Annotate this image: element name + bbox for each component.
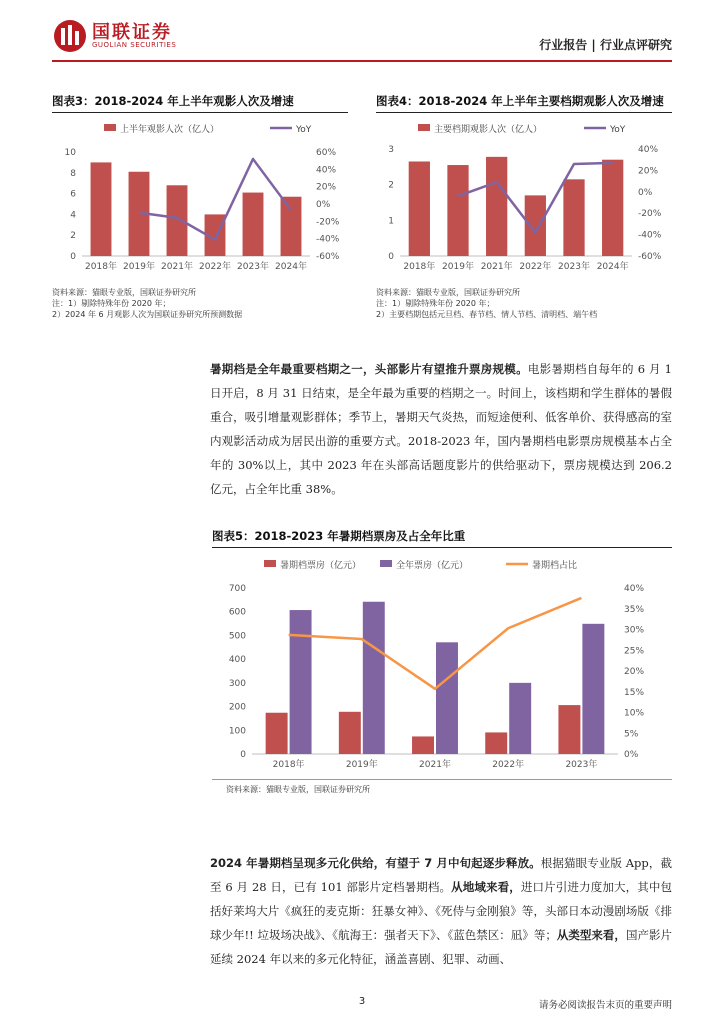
fig5-bar-1-3 <box>509 683 531 754</box>
fig5-legend-swatch-1 <box>380 560 392 567</box>
fig4-x-tick: 2019年 <box>442 262 474 272</box>
fig5-y-left-tick: 500 <box>228 631 246 642</box>
fig4-legend-swatch-0 <box>418 124 430 131</box>
fig4-bar-0-4 <box>563 179 584 256</box>
fig3-y-left-tick: 4 <box>70 210 76 221</box>
fig4-y-right-tick: -60% <box>638 252 662 262</box>
fig5-y-right-tick: 25% <box>624 646 645 657</box>
fig5-y-right-tick: 0% <box>624 750 639 760</box>
fig5-bar-0-3 <box>485 732 507 754</box>
header-divider <box>52 60 672 62</box>
fig5-bar-1-4 <box>582 624 604 754</box>
fig4-y-left-tick: 3 <box>388 145 394 155</box>
fig5-bar-0-1 <box>339 712 361 754</box>
fig3-x-tick: 2022年 <box>199 262 231 272</box>
company-logo <box>52 18 202 58</box>
figure4-chart <box>374 116 674 282</box>
fig3-y-left-tick: 10 <box>64 148 76 158</box>
fig5-y-right-tick: 20% <box>624 667 645 677</box>
paragraph1-text: 电影暑期档自每年的 6 月 1 日开启，8 月 31 日结束，是全年最为重要的档期之一。时间上，该档期和学生群体的暑假重合，吸引增量观影群体；季节上，暑期天气炎热，而短途便利、低客单价、获得感高的室内观影活动成为居民出游的重要方式。2018-2023 年，国内暑期档电影票房规模基本占全年的 30%以上，其中 2023 年在头部高话题度影片的供给驱动下，票房规模达到 206.2 亿元，占全年比重 38%。 <box>210 362 672 496</box>
fig5-x-tick: 2018年 <box>272 760 305 770</box>
fig4-y-right-tick: -20% <box>638 209 662 220</box>
figure3-chart <box>52 116 352 282</box>
report-type-label: 行业报告 | 行业点评研究 <box>539 38 672 52</box>
fig4-y-right-tick: 20% <box>638 166 659 177</box>
fig5-y-left-tick: 400 <box>228 655 246 666</box>
fig5-bar-1-2 <box>436 642 458 754</box>
fig4-y-right-tick: 40% <box>638 145 659 155</box>
fig5-bar-1-0 <box>290 610 312 754</box>
paragraph1-lead: 暑期档是全年最重要档期之一，头部影片有望推升票房规模。 <box>210 362 528 376</box>
fig5-y-left-tick: 100 <box>228 726 246 737</box>
fig5-legend-label-0: 暑期档票房（亿元） <box>280 561 362 571</box>
fig5-y-left-tick: 700 <box>228 584 246 594</box>
logo-text-cn: 国联证券 <box>92 22 172 43</box>
fig3-x-tick: 2024年 <box>275 262 307 272</box>
fig5-legend-label-2: 暑期档占比 <box>532 561 578 571</box>
fig3-y-right-tick: -40% <box>316 234 340 245</box>
fig5-y-right-tick: 5% <box>624 729 639 740</box>
figure3-note1: 注：1）剔除特殊年份 2020 年； <box>52 299 171 308</box>
disclaimer-notice: 请务必阅读报告末页的重要声明 <box>538 1000 672 1011</box>
fig5-x-tick: 2021年 <box>419 760 451 770</box>
fig4-y-left-tick: 2 <box>388 180 394 191</box>
fig3-legend-label-0: 上半年观影人次（亿人） <box>120 125 220 135</box>
fig5-y-left-tick: 300 <box>228 678 246 689</box>
fig5-line-2 <box>289 598 582 689</box>
figure5-bottom-divider <box>212 779 672 780</box>
fig5-y-left-tick: 600 <box>228 607 246 618</box>
logo-text-en: GUOLIAN SECURITIES <box>92 41 177 49</box>
fig5-x-tick: 2023年 <box>565 760 598 770</box>
fig3-y-left-tick: 8 <box>70 168 76 179</box>
fig3-y-right-tick: -20% <box>316 217 340 228</box>
fig4-legend-label-0: 主要档期观影人次（亿人） <box>434 125 543 135</box>
page-number: 3 <box>358 996 366 1007</box>
paragraph2-genre-lead: 从类型来看， <box>556 928 626 942</box>
paragraph-2024-supply <box>210 851 672 971</box>
fig3-bar-0-0 <box>91 162 112 256</box>
fig5-y-right-tick: 35% <box>624 604 645 615</box>
fig3-y-left-tick: 6 <box>70 189 76 200</box>
fig4-bar-0-3 <box>525 195 546 256</box>
fig3-x-tick: 2023年 <box>237 262 269 272</box>
fig5-bar-0-4 <box>558 705 580 754</box>
fig4-y-left-tick: 0 <box>388 252 394 262</box>
paragraph2-text1: 根据猫眼专业版 App，截至 6 月 28 日，已有 101 部影片定档暑期档。 <box>210 856 672 894</box>
fig5-legend-swatch-0 <box>264 560 276 567</box>
figure4-title-divider <box>376 112 672 113</box>
fig5-y-left-tick: 200 <box>228 702 246 713</box>
fig5-bar-0-0 <box>266 713 288 754</box>
figure3-title: 图表3：2018-2024 年上半年观影人次及增速 <box>52 94 294 108</box>
fig4-x-tick: 2022年 <box>519 262 552 272</box>
fig4-y-right-tick: 0% <box>638 187 653 198</box>
figure5-title: 图表5：2018-2023 年暑期档票房及占全年比重 <box>212 529 466 543</box>
fig5-x-tick: 2019年 <box>345 760 378 770</box>
fig4-bar-0-0 <box>409 161 430 256</box>
fig4-y-left-tick: 1 <box>388 216 394 227</box>
figure4-note1: 注：1）剔除特殊年份 2020 年； <box>376 299 495 308</box>
paragraph2-lead: 2024 年暑期档呈现多元化供给，有望于 7 月中旬起逐步释放。 <box>210 856 541 870</box>
fig4-x-tick: 2024年 <box>596 262 629 272</box>
fig4-bar-0-5 <box>602 160 623 256</box>
fig4-x-tick: 2018年 <box>403 262 436 272</box>
figure4-note2: 2）主要档期包括元旦档、春节档、情人节档、清明档、端午档 <box>376 310 598 319</box>
fig3-x-tick: 2018年 <box>85 262 117 272</box>
figure3-source: 资料来源：猫眼专业版，国联证券研究所 <box>52 288 196 297</box>
fig4-x-tick: 2021年 <box>480 262 513 272</box>
logo-mark-icon <box>52 18 88 54</box>
fig3-x-tick: 2019年 <box>123 262 155 272</box>
fig5-legend-label-1: 全年票房（亿元） <box>396 561 469 571</box>
fig3-x-tick: 2021年 <box>161 262 193 272</box>
fig5-bar-0-2 <box>412 736 434 754</box>
fig3-bar-0-5 <box>281 197 302 256</box>
fig4-legend-label-1: YoY <box>610 125 626 135</box>
fig3-y-left-tick: 2 <box>70 231 76 242</box>
fig4-bar-0-2 <box>486 157 507 256</box>
fig3-y-right-tick: 0% <box>316 200 331 210</box>
figure4-source: 资料来源：猫眼专业版，国联证券研究所 <box>376 288 520 297</box>
fig5-x-tick: 2022年 <box>492 760 525 770</box>
fig5-y-left-tick: 0 <box>240 750 246 760</box>
fig3-y-right-tick: 20% <box>316 182 337 193</box>
paragraph2-region-lead: 从地域来看， <box>451 880 521 894</box>
figure3-title-divider <box>52 112 348 113</box>
fig3-y-right-tick: 40% <box>316 165 337 176</box>
paragraph-summer-season <box>210 357 672 501</box>
figure5-title-divider <box>212 547 672 548</box>
figure5-source: 资料来源：猫眼专业版，国联证券研究所 <box>226 785 370 794</box>
fig5-y-right-tick: 15% <box>624 687 645 698</box>
fig5-y-right-tick: 30% <box>624 625 645 636</box>
fig4-y-right-tick: -40% <box>638 230 662 241</box>
fig5-y-right-tick: 40% <box>624 584 645 594</box>
fig3-bar-0-4 <box>243 193 264 256</box>
fig3-y-right-tick: 60% <box>316 148 337 158</box>
fig3-legend-swatch-0 <box>104 124 116 131</box>
figure3-note2: 2）2024 年 6 月观影人次为国联证券研究所预测数据 <box>52 310 243 319</box>
paragraph2-text3: 国产影片延续 2024 年以来的多元化特征，涵盖喜剧、犯罪、动画、 <box>210 928 672 966</box>
fig3-y-right-tick: -60% <box>316 252 340 262</box>
figure4-title: 图表4：2018-2024 年上半年主要档期观影人次及增速 <box>376 94 664 108</box>
paragraph2-text2: 进口片引进力度加大，其中包括好莱坞大片《疯狂的麦克斯：狂暴女神》、《死侍与金刚狼》等，头部日本动漫剧场版《排球少年!! 垃圾场决战》、《航海王：强者天下》、《蓝色禁区：凪》等； <box>210 880 672 942</box>
fig5-bar-1-1 <box>363 602 385 754</box>
fig3-legend-label-1: YoY <box>296 125 312 135</box>
fig3-y-left-tick: 0 <box>70 252 76 262</box>
figure5-chart <box>212 552 674 780</box>
fig5-y-right-tick: 10% <box>624 708 645 719</box>
fig4-x-tick: 2023年 <box>558 262 590 272</box>
fig4-bar-0-1 <box>447 165 468 256</box>
